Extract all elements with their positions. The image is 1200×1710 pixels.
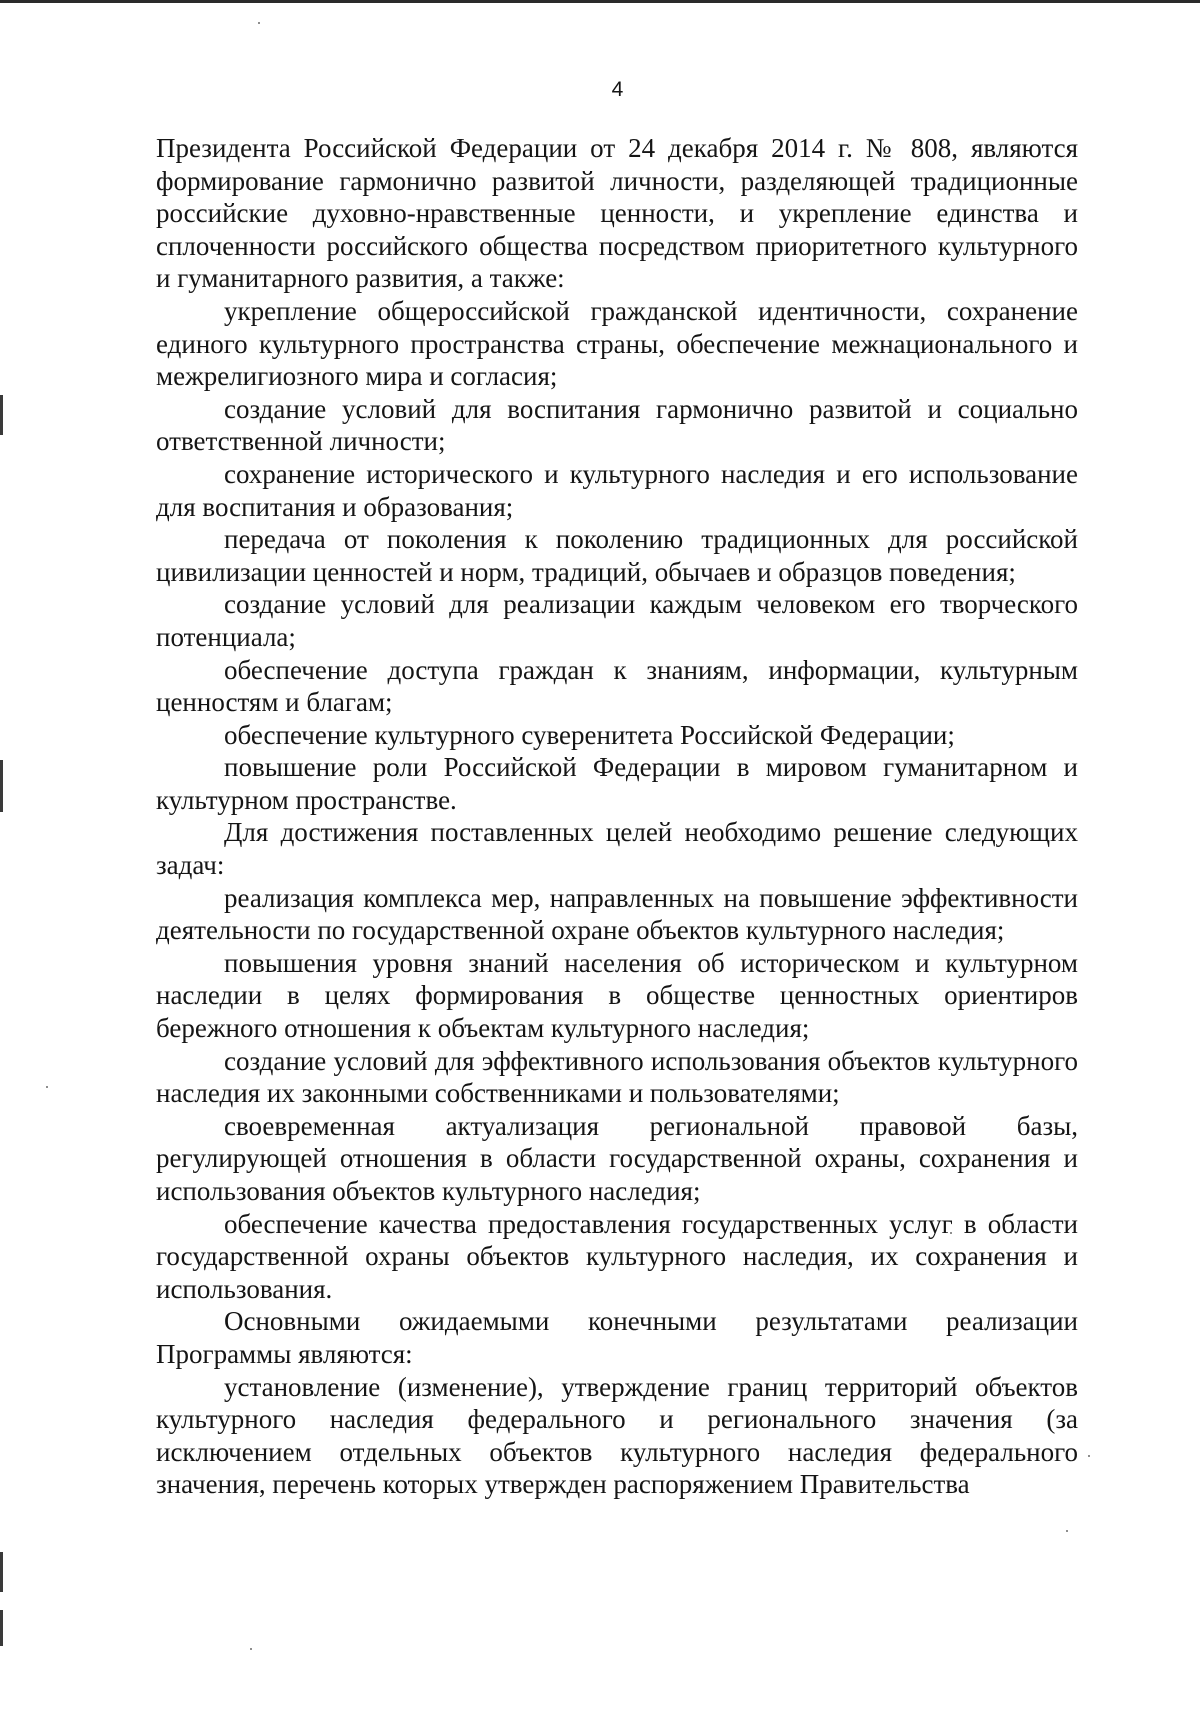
paragraph: передача от поколения к поколению традиционных для российской цивилизации ценностей и норм, традиций, обычаев и образцов поведения; — [156, 524, 1078, 587]
scan-speck — [250, 1648, 252, 1650]
scan-margin-mark — [0, 1610, 3, 1646]
page-number: 4 — [611, 78, 624, 101]
paragraph: создание условий для эффективного использования объектов культурного наследия их законными собственниками и пользователями; — [156, 1045, 1078, 1109]
paragraph: сохранение исторического и культурного наследия и его использование для воспитания и образования; — [156, 458, 1078, 522]
scan-margin-mark — [0, 760, 3, 812]
scan-margin-mark — [0, 1552, 3, 1592]
paragraph: создание условий для реализации каждым человеком его творческого потенциала; — [156, 589, 1078, 652]
paragraph: установление (изменение), утверждение границ территорий объектов культурного наследия федерального и регионального значения (за исключением отдельных объектов культурного наследия федерального значения, перечень которых утвержден распоряжением Правительства — [156, 1371, 1078, 1500]
paragraph: реализация комплекса мер, направленных на повышение эффективности деятельности по государственной охране объектов культурного наследия; — [156, 882, 1078, 946]
paragraph: обеспечение качества предоставления государственных услуг в области государственной охраны объектов культурного наследия, их сохранения и использования. — [156, 1208, 1078, 1304]
paragraph: своевременная актуализация региональной правовой базы, регулирующей отношения в области государственной охраны, сохранения и использования объектов культурного наследия; — [156, 1110, 1078, 1206]
scan-speck — [1066, 1530, 1068, 1532]
scan-speck — [1088, 1455, 1090, 1457]
paragraph: создание условий для воспитания гармонично развитой и социально ответственной личности; — [156, 393, 1078, 457]
scan-top-edge — [0, 0, 1200, 3]
scan-speck — [46, 1086, 48, 1088]
paragraph: обеспечение культурного суверенитета Российской Федерации; — [224, 719, 955, 750]
paragraph: укрепление общероссийской гражданской идентичности, сохранение единого культурного пространства страны, обеспечение межнационального и межрелигиозного мира и согласия; — [156, 295, 1078, 392]
paragraph: повышение роли Российской Федерации в мировом гуманитарном и культурном пространстве. — [156, 752, 1078, 815]
paragraph: Президента Российской Федерации от 24 декабря 2014 г. № 808, являются формирование гармонично развитой личности, разделяющей традиционные российские духовно-нравственные ценности, и укрепление единства и сплоченности российского общества посредством приоритетного культурного и гуманитарного развития, а также: — [156, 133, 1078, 294]
scan-speck — [258, 22, 260, 24]
paragraph: Основными ожидаемыми конечными результатами реализации Программы являются: — [156, 1306, 1078, 1369]
scan-margin-mark — [0, 395, 3, 435]
paragraph: обеспечение доступа граждан к знаниям, информации, культурным ценностям и благам; — [156, 654, 1078, 718]
paragraph: повышения уровня знаний населения об историческом и культурном наследии в целях формирования в обществе ценностных ориентиров бережного отношения к объектам культурного наследия; — [156, 947, 1078, 1044]
document-body — [156, 132, 1078, 1501]
paragraph: Для достижения поставленных целей необходимо решение следующих задач: — [156, 817, 1078, 881]
